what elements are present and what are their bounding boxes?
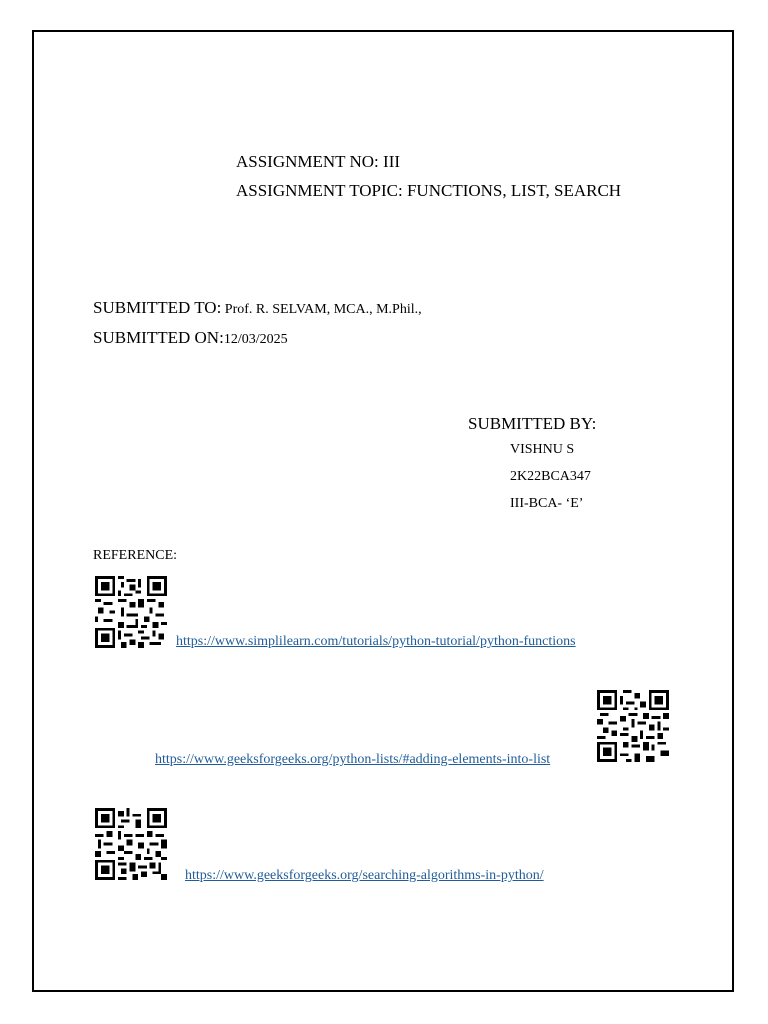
assignment-topic: ASSIGNMENT TOPIC: FUNCTIONS, LIST, SEARCH [236,181,622,200]
submitted-on-value: 12/03/2025 [223,332,288,347]
reference-link-search[interactable]: https://www.geeksforgeeks.org/searching-algorithms-in-python/ [185,868,544,883]
submitted-to [93,299,422,317]
reference-label: REFERENCE: [93,548,178,563]
submitted-to-value: Prof. R. SELVAM, MCA., M.Phil., [221,302,422,317]
submitted-on [93,329,288,347]
reference-link-functions[interactable]: https://www.simplilearn.com/tutorials/python-tutorial/python-functions [176,634,576,649]
student-name: VISHNU S [510,442,575,457]
qr-code-icon [597,690,669,762]
assignment-number: ASSIGNMENT NO: III [236,152,401,171]
qr-code-icon [95,576,167,648]
register-number: 2K22BCA347 [510,469,591,484]
submitted-by-label: SUBMITTED BY: [468,414,597,433]
student-class: III-BCA- ‘E’ [510,496,584,511]
submitted-on-label: SUBMITTED ON: [93,328,224,347]
reference-link-lists[interactable]: https://www.geeksforgeeks.org/python-lists/#adding-elements-into-list [155,752,551,767]
submitted-to-label: SUBMITTED TO: [93,298,222,317]
qr-code-icon [95,808,167,880]
